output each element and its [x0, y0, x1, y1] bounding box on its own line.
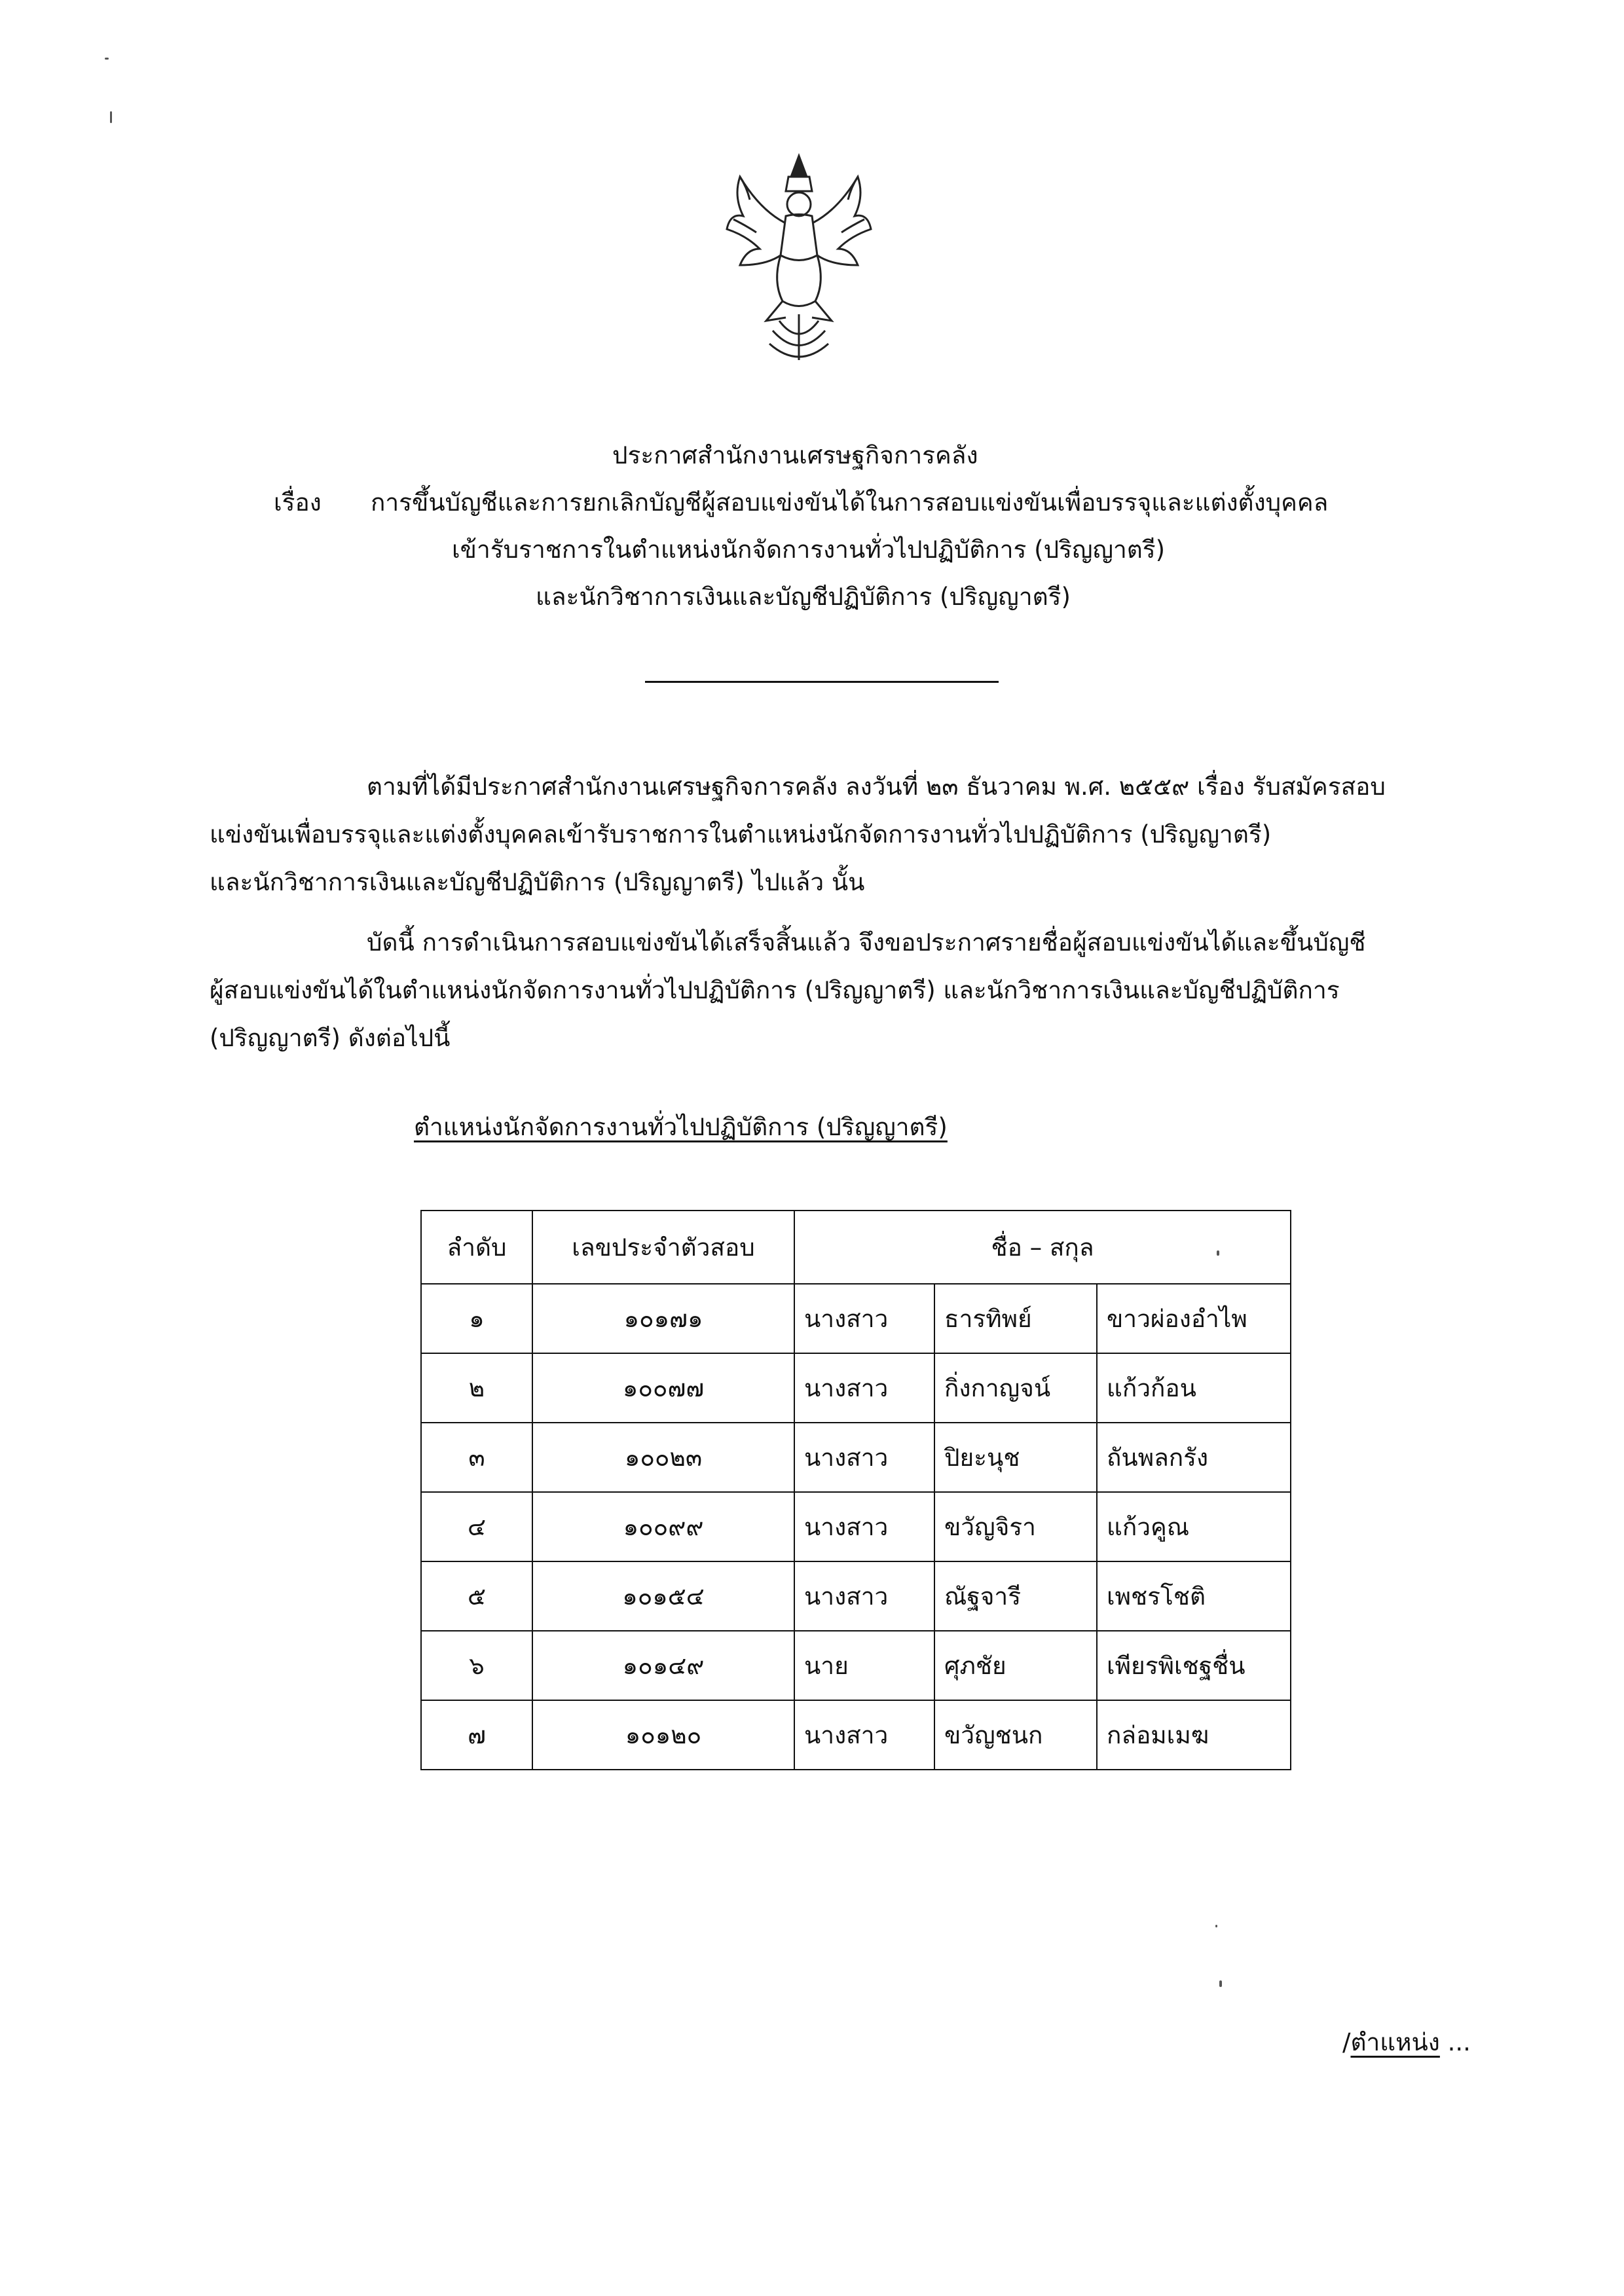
continuation-label: ตำแหน่ง: [1350, 2028, 1440, 2056]
cell-order: ๕: [421, 1561, 532, 1631]
cell-last-name: เพชรโชติ: [1097, 1561, 1291, 1631]
table-row: [421, 1700, 1291, 1770]
table-row: [421, 1631, 1291, 1700]
cell-last-name: เพียรพิเชฐชื่น: [1097, 1631, 1291, 1700]
cell-exam-id: ๑๐๐๒๓: [532, 1423, 794, 1492]
subject-line-3: และนักวิชาการเงินและบัญชีปฏิบัติการ (ปริญญาตรี): [536, 583, 1071, 611]
cell-first-name: กิ่งกาญจน์: [934, 1353, 1097, 1423]
scan-speck: [1215, 1925, 1217, 1927]
title-divider: [645, 681, 999, 683]
paragraph-line: และนักวิชาการเงินและบัญชีปฏิบัติการ (ปริญญาตรี) ไปแล้ว นั้น: [210, 868, 865, 896]
scan-speck: [1219, 1980, 1222, 1987]
paragraph-line: ตามที่ได้มีประกาศสำนักงานเศรษฐกิจการคลัง ลงวันที่ ๒๓ ธันวาคม พ.ศ. ๒๕๕๙ เรื่อง รับสมัครสอบ: [367, 773, 1386, 801]
table-row: [421, 1561, 1291, 1631]
continuation-reference: [1342, 2023, 1471, 2062]
garuda-emblem-icon: [720, 151, 877, 367]
cell-title: นางสาว: [794, 1700, 934, 1770]
cell-exam-id: ๑๐๑๗๑: [532, 1284, 794, 1353]
header-order: ลำดับ: [421, 1211, 532, 1284]
cell-order: ๓: [421, 1423, 532, 1492]
paragraph-reference: [210, 763, 1467, 906]
cell-first-name: ขวัญจิรา: [934, 1492, 1097, 1561]
cell-exam-id: ๑๐๑๒๐: [532, 1700, 794, 1770]
header-name: ชื่อ – สกุล: [794, 1211, 1291, 1284]
header-exam-id: เลขประจำตัวสอบ: [532, 1211, 794, 1284]
cell-title: นางสาว: [794, 1492, 934, 1561]
cell-last-name: แก้วคูณ: [1097, 1492, 1291, 1561]
cell-order: ๖: [421, 1631, 532, 1700]
cell-last-name: กล่อมเมฆ: [1097, 1700, 1291, 1770]
table-header-row: [421, 1211, 1291, 1284]
cell-last-name: แก้วก้อน: [1097, 1353, 1291, 1423]
cell-first-name: ณัฐจารี: [934, 1561, 1097, 1631]
paragraph-line: (ปริญญาตรี) ดังต่อไปนี้: [210, 1024, 451, 1052]
cell-title: นาย: [794, 1631, 934, 1700]
cell-order: ๒: [421, 1353, 532, 1423]
section-heading: ตำแหน่งนักจัดการงานทั่วไปปฏิบัติการ (ปริญญาตรี): [414, 1113, 948, 1141]
cell-first-name: ศุภชัย: [934, 1631, 1097, 1700]
cell-order: ๗: [421, 1700, 532, 1770]
cell-first-name: ธารทิพย์: [934, 1284, 1097, 1353]
cell-last-name: ขาวผ่องอำไพ: [1097, 1284, 1291, 1353]
cell-last-name: ถันพลกรัง: [1097, 1423, 1291, 1492]
subject-line-1: การขึ้นบัญชีและการยกเลิกบัญชีผู้สอบแข่งขันได้ในการสอบแข่งขันเพื่อบรรจุและแต่งตั้งบุคคล: [371, 488, 1329, 517]
subject-label: เรื่อง: [274, 488, 322, 517]
cell-exam-id: ๑๐๑๕๔: [532, 1561, 794, 1631]
cell-first-name: ขวัญชนก: [934, 1700, 1097, 1770]
subject-line-2: เข้ารับราชการในตำแหน่งนักจัดการงานทั่วไปปฏิบัติการ (ปริญญาตรี): [452, 536, 1166, 564]
cell-order: ๑: [421, 1284, 532, 1353]
continuation-slash: /: [1342, 2028, 1351, 2056]
table-row: [421, 1423, 1291, 1492]
paragraph-line: ผู้สอบแข่งขันได้ในตำแหน่งนักจัดการงานทั่วไปปฏิบัติการ (ปริญญาตรี) และนักวิชาการเงินและบัญชีปฏิบัติการ: [210, 976, 1340, 1004]
continuation-ellipsis: ...: [1439, 2028, 1471, 2056]
scan-speck: [105, 58, 109, 60]
table-row: [421, 1492, 1291, 1561]
paragraph-line: แข่งขันเพื่อบรรจุและแต่งตั้งบุคคลเข้ารับราชการในตำแหน่งนักจัดการงานทั่วไปปฏิบัติการ (ปริญญาตรี): [210, 820, 1272, 848]
paragraph-announcement: [210, 919, 1467, 1062]
cell-title: นางสาว: [794, 1561, 934, 1631]
cell-title: นางสาว: [794, 1353, 934, 1423]
cell-first-name: ปิยะนุช: [934, 1423, 1097, 1492]
results-table: [420, 1210, 1291, 1770]
cell-title: นางสาว: [794, 1284, 934, 1353]
scan-speck: [1217, 1250, 1219, 1256]
scan-speck: [110, 111, 112, 123]
cell-exam-id: ๑๐๐๙๙: [532, 1492, 794, 1561]
table-row: [421, 1353, 1291, 1423]
cell-title: นางสาว: [794, 1423, 934, 1492]
cell-exam-id: ๑๐๐๗๗: [532, 1353, 794, 1423]
table-row: [421, 1284, 1291, 1353]
paragraph-line: บัดนี้ การดำเนินการสอบแข่งขันได้เสร็จสิ้นแล้ว จึงขอประกาศรายชื่อผู้สอบแข่งขันได้และขึ้นบัญชี: [367, 928, 1366, 957]
cell-exam-id: ๑๐๑๔๙: [532, 1631, 794, 1700]
announcement-title: ประกาศสำนักงานเศรษฐกิจการคลัง: [612, 441, 978, 469]
cell-order: ๔: [421, 1492, 532, 1561]
